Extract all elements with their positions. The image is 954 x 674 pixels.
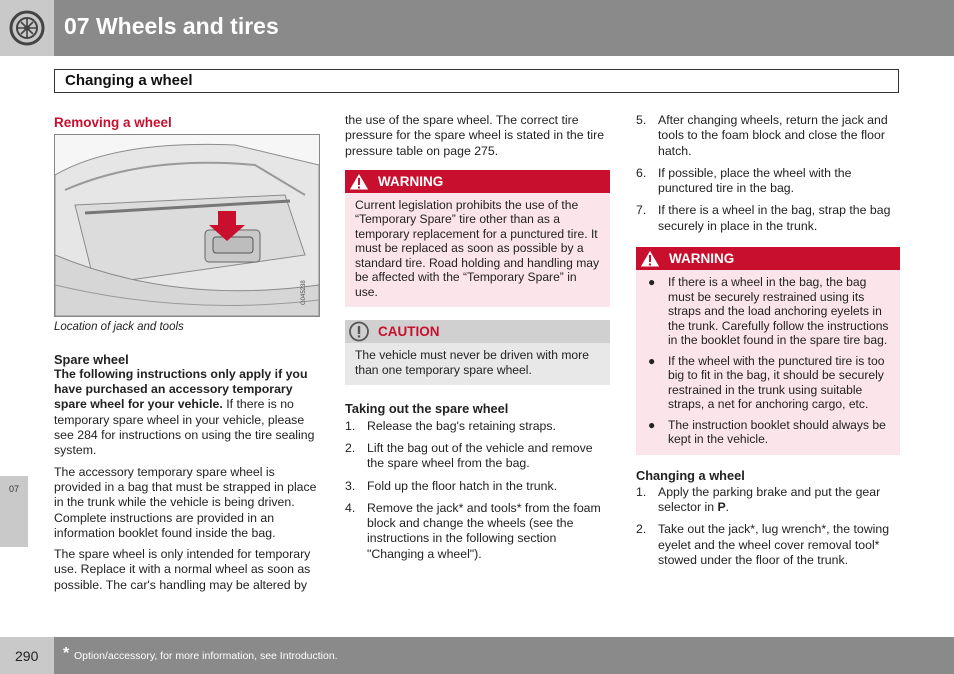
- page-number-box: [0, 637, 54, 674]
- warning-triangle-icon: [639, 248, 661, 269]
- chapter-icon-box: [0, 0, 54, 56]
- figure-caption: Location of jack and tools: [54, 321, 184, 334]
- caution-text: The vehicle must never be driven with more than one temporary spare wheel.: [345, 343, 610, 385]
- warning-text: Current legislation prohibits the use of the “Temporary Spare” tire other than as a temporary replacement for a punctured tire. It must be replaced as soon as possible by a standard tire. Road holding and handling may be affected with the “Temporary Spare” in use.: [345, 193, 610, 308]
- footnote-star: *: [63, 645, 70, 662]
- spare-wheel-heading: Spare wheel: [54, 351, 129, 367]
- chapter-header: [0, 0, 954, 56]
- trunk-drawing: [55, 135, 319, 316]
- list-item: 1. Apply the parking brake and put the gear selector in P.: [636, 484, 881, 515]
- taking-out-steps: [345, 419, 610, 562]
- spare-wheel-p1-rest: If there is no temporary spare wheel in your vehicle, please see 284 for instructions on using the tire sealing system.: [54, 397, 315, 458]
- chapter-title: 07 Wheels and tires: [64, 13, 279, 39]
- spare-wheel-paragraph-1: [54, 367, 320, 459]
- changing-wheel-heading: Changing a wheel: [636, 467, 745, 483]
- warning-label: WARNING: [669, 251, 735, 267]
- list-item: 4. Remove the jack* and tools* from the foam block and change the wheels (see the instructions in the following section "Changing a wheel").: [345, 500, 601, 561]
- spare-wheel-paragraph-2: The accessory temporary spare wheel is provided in a bag that must be strapped in place in the trunk while the vehicle is being driven. Complete instructions are provided in an information booklet found inside the bag.: [54, 464, 317, 540]
- taking-out-heading: Taking out the spare wheel: [345, 401, 509, 417]
- list-item: 6. If possible, place the wheel with the punctured tire in the bag.: [636, 165, 852, 196]
- removing-wheel-heading: Removing a wheel: [54, 115, 172, 130]
- caution-box: [345, 320, 610, 385]
- warning-box-bag: [636, 247, 900, 455]
- chapter-side-tab: [0, 476, 28, 547]
- column-3: [636, 113, 900, 575]
- section-title: Changing a wheel: [65, 72, 193, 89]
- bullet-item: ● If there is a wheel in the bag, the bag must be securely restrained using its straps and the load anchoring eyelets in the trunk. Carefully follow the instructions in the booklet found in the spare tire bag.: [648, 275, 889, 348]
- list-item: 5. After changing wheels, return the jack and tools to the foam block and close the floor hatch.: [636, 113, 888, 158]
- side-tab-label: 07: [9, 484, 20, 494]
- trunk-illustration: [54, 134, 320, 317]
- warning-header: [345, 170, 610, 193]
- list-item: 1. Release the bag's retaining straps.: [345, 418, 556, 433]
- list-item: 7. If there is a wheel in the bag, strap the bag securely in place in the trunk.: [636, 203, 891, 233]
- wheel-icon: [8, 9, 46, 47]
- bullet-icon: ●: [648, 417, 656, 432]
- warning-header: [636, 247, 900, 270]
- caution-label: CAUTION: [378, 324, 440, 340]
- list-item: 2. Take out the jack*, lug wrench*, the towing eyelet and the wheel cover removal tool* stowed under the floor of the trunk.: [636, 522, 890, 568]
- warning-bullets: [636, 270, 900, 455]
- section-header: [54, 69, 899, 93]
- page-number: 290: [15, 648, 39, 664]
- column-1: [54, 113, 320, 599]
- warning-label: WARNING: [378, 173, 444, 189]
- column-2: [345, 113, 610, 569]
- bullet-icon: ●: [648, 353, 656, 368]
- warning-box-spare: [345, 170, 610, 308]
- figure-code: G045238: [301, 280, 307, 306]
- page-footer: [0, 637, 954, 674]
- spare-intro-paragraph: the use of the spare wheel. The correct tire pressure for the spare wheel is stated in the tire pressure table on page 275.: [345, 113, 605, 158]
- caution-header: [345, 320, 610, 343]
- changing-steps: [636, 485, 900, 568]
- bullet-icon: ●: [648, 275, 656, 290]
- list-item: 2. Lift the bag out of the vehicle and remove the spare wheel from the bag.: [345, 440, 593, 471]
- list-item: 3. Fold up the floor hatch in the trunk.: [345, 478, 558, 493]
- warning-triangle-icon: [348, 171, 370, 192]
- bullet-item: ● If the wheel with the punctured tire is too big to fit in the bag, it should be securely restrained in the trunk using suitable straps, a net for anchoring cargo, etc.: [648, 353, 885, 412]
- bullet-item: ● The instruction booklet should always be kept in the vehicle.: [648, 417, 886, 447]
- caution-exclamation-icon: [348, 321, 370, 342]
- spare-wheel-paragraph-3: The spare wheel is only intended for temporary use. Replace it with a normal wheel as soon as possible. The car's handling may be altered by: [54, 547, 311, 592]
- spare-wheel-bold-lead: The following instructions only apply if you have purchased an accessory temporary spare wheel for your vehicle.: [54, 366, 308, 412]
- footnote-text: Option/accessory, for more information, see Introduction.: [74, 650, 338, 662]
- continued-steps: [636, 113, 900, 234]
